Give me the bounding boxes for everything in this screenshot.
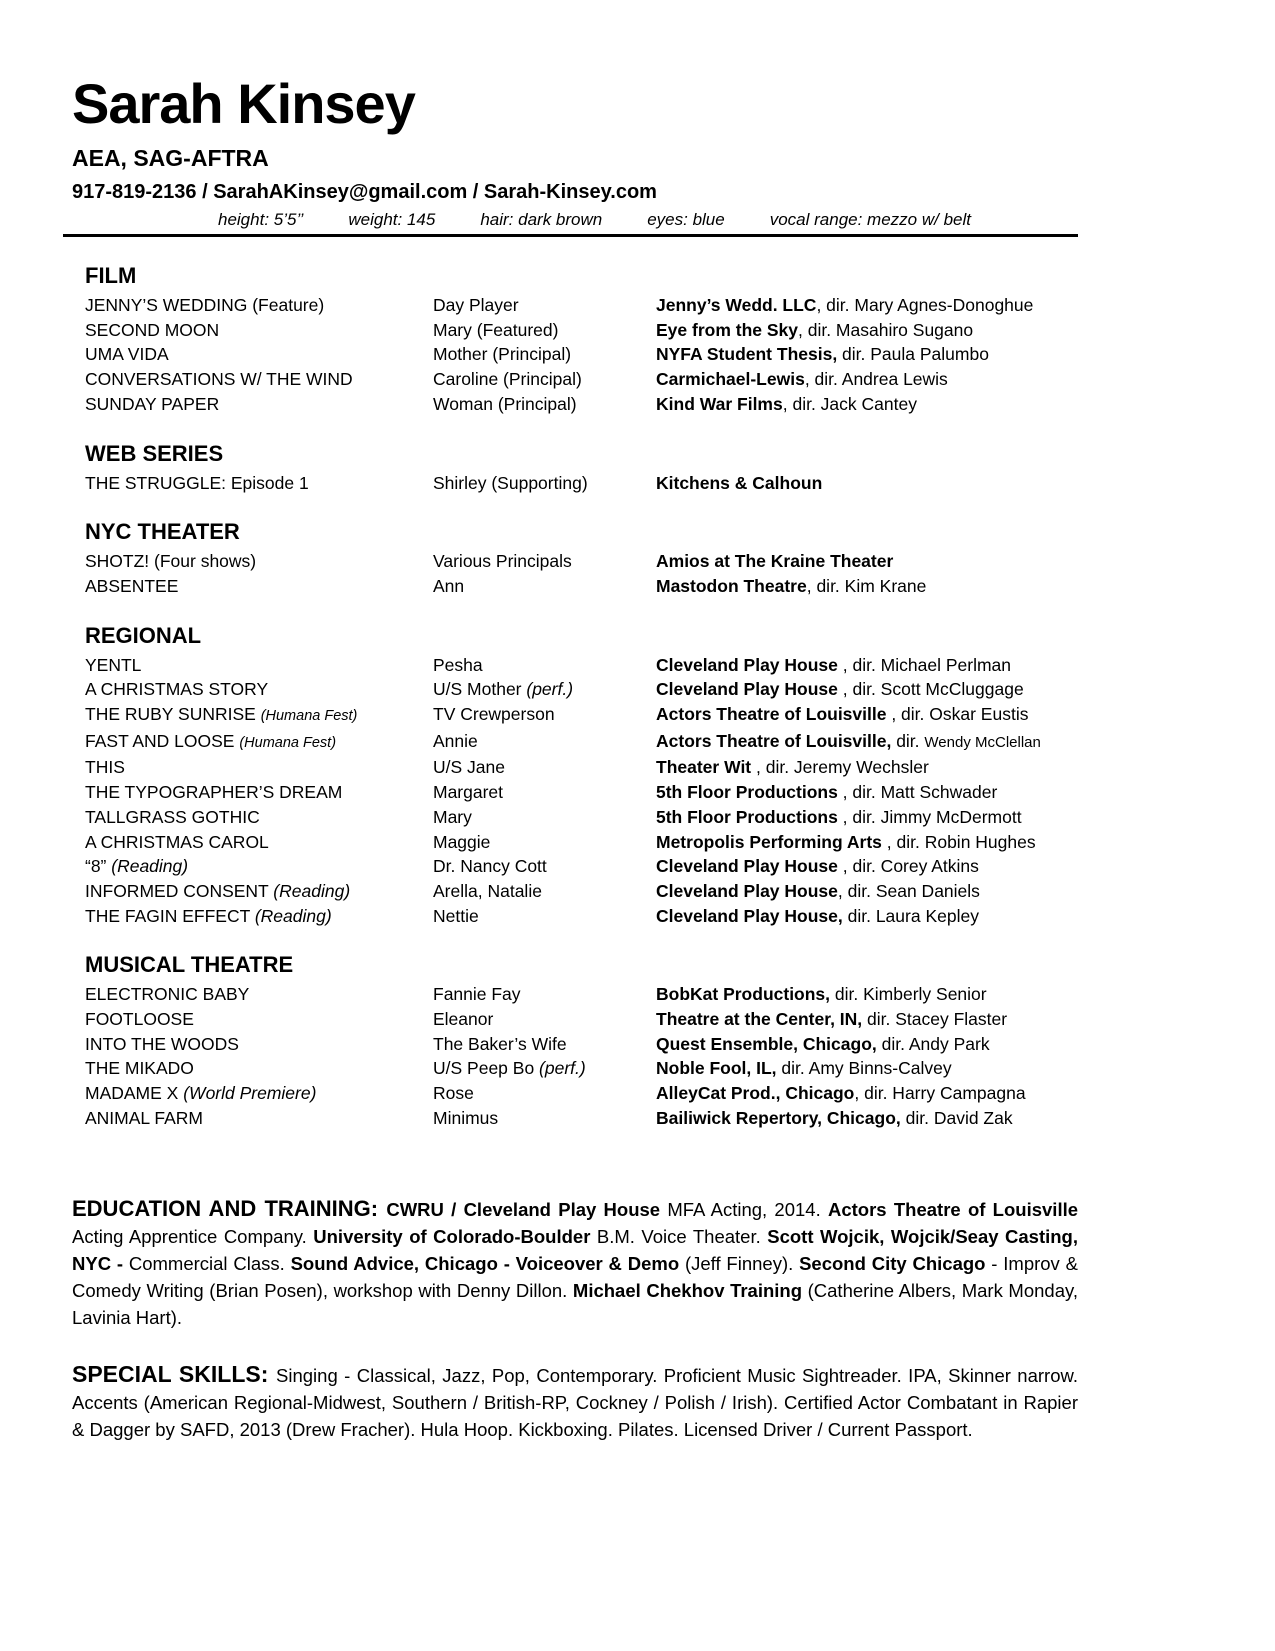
credit-role: Day Player (433, 295, 519, 315)
section-regional (85, 623, 1275, 929)
credit-company: AlleyCat Prod., Chicago, dir. Harry Campagna (656, 1083, 1026, 1104)
credit-company: Cleveland Play House , dir. Scott McCluggage (656, 679, 1024, 700)
credit-role: Dr. Nancy Cott (433, 856, 547, 877)
credit-row (85, 1007, 1275, 1032)
credit-row (85, 982, 1275, 1007)
credit-role: Annie (433, 730, 478, 751)
credit-row (85, 1032, 1275, 1057)
credit-title: INTO THE WOODS (85, 1033, 239, 1054)
credit-row (85, 854, 1275, 879)
section-title: NYC THEATER (85, 519, 240, 545)
credit-row (85, 780, 1275, 805)
credit-company: Cleveland Play House , dir. Michael Perlman (656, 654, 1012, 675)
credit-row (85, 702, 1275, 729)
credit-company: Carmichael-Lewis, dir. Andrea Lewis (656, 369, 948, 390)
credit-role: Nettie (433, 905, 479, 926)
credit-row (85, 1106, 1275, 1131)
credit-row (85, 392, 1275, 417)
section-web-series (85, 441, 1275, 496)
credit-company: Actors Theatre of Louisville , dir. Oskar Eustis (656, 704, 1029, 725)
credit-title: ANIMAL FARM (85, 1107, 203, 1128)
section-nyc-theater (85, 519, 1275, 598)
credit-role: Shirley (Supporting) (433, 472, 588, 493)
credit-company: Cleveland Play House, dir. Sean Daniels (656, 880, 980, 901)
credit-role: Arella, Natalie (433, 880, 542, 901)
credit-role: Mother (Principal) (433, 344, 572, 365)
credit-role: Fannie Fay (433, 984, 521, 1005)
page-title: Sarah Kinsey (72, 72, 415, 135)
education-paragraph: EDUCATION AND TRAINING: CWRU / Cleveland Play House MFA Acting, 2014. Actors Theatre of Louisville Acting Apprentice Company. University of Colorado-Boulder B.M. Voice Theater. Scott Wojcik, Wojcik/Seay Casting, NYC - Commercial Class. Sound Advice, Chicago - Voiceover & Demo (Jeff Finney). Second City Chicago - Improv & Comedy Writing (Brian Posen), workshop with Denny Dillon. Michael Chekhov Training (Catherine Albers, Mark Monday, Lavinia Hart). (72, 1195, 1079, 1328)
credit-role: Woman (Principal) (433, 393, 577, 414)
credit-company: Metropolis Performing Arts , dir. Robin Hughes (656, 831, 1036, 852)
credit-role: Mary (433, 806, 472, 827)
education-label: EDUCATION AND TRAINING: (72, 1195, 387, 1221)
section-title: MUSICAL THEATRE (85, 952, 294, 978)
credit-title: FOOTLOOSE (85, 1009, 194, 1030)
credit-role: The Baker’s Wife (433, 1033, 567, 1054)
credit-row (85, 653, 1275, 678)
credit-title: CONVERSATIONS W/ THE WIND (85, 369, 353, 390)
credit-role: U/S Mother (perf.) (433, 679, 574, 700)
credits (85, 263, 1275, 1131)
credit-row (85, 729, 1275, 756)
credit-title: SHOTZ! (Four shows) (85, 551, 257, 572)
credit-company: Cleveland Play House , dir. Corey Atkins (656, 856, 979, 877)
credit-title: ABSENTEE (85, 575, 179, 596)
credit-title: JENNY’S WEDDING (Feature) (85, 295, 325, 315)
credit-role: Minimus (433, 1107, 499, 1128)
credit-company: Amios at The Kraine Theater (656, 551, 894, 572)
credit-company: Theater Wit , dir. Jeremy Wechsler (656, 757, 929, 778)
credit-title: THE RUBY SUNRISE (Humana Fest) (85, 704, 358, 725)
credit-company: Kitchens & Calhoun (656, 472, 823, 493)
credit-company: BobKat Productions, dir. Kimberly Senior (656, 984, 987, 1005)
credit-role: U/S Peep Bo (perf.) (433, 1058, 586, 1079)
credit-title: FAST AND LOOSE (Humana Fest) (85, 730, 337, 751)
credit-title: YENTL (85, 654, 142, 675)
credit-row (85, 879, 1275, 904)
credit-title: UMA VIDA (85, 344, 169, 365)
credit-role: TV Crewperson (433, 704, 555, 725)
special-skills-paragraph: SPECIAL SKILLS: Singing - Classical, Jazz, Pop, Contemporary. Proficient Music Sightreader. IPA, Skinner narrow. Accents (American Regional-Midwest, Southern / British-RP, Cockney / Polish / Irish). Certified Actor Combatant in Rapier & Dagger by SAFD, 2013 (Drew Fracher). Hula Hoop. Kickboxing. Pilates. Licensed Driver / Current Passport. (72, 1360, 1078, 1440)
credit-row (85, 367, 1275, 392)
section-title: REGIONAL (85, 622, 202, 648)
credit-company: Cleveland Play House, dir. Laura Kepley (656, 905, 979, 926)
credit-role: Eleanor (433, 1009, 494, 1030)
stat-hair: hair: dark brown (480, 210, 603, 229)
credit-role: Pesha (433, 654, 483, 675)
credit-company: Bailiwick Repertory, Chicago, dir. David Zak (656, 1107, 1013, 1128)
credit-company: Jenny’s Wedd. LLC, dir. Mary Agnes-Donoghue (656, 295, 1034, 315)
credit-title: TALLGRASS GOTHIC (85, 806, 260, 827)
credit-row (85, 471, 1275, 496)
credit-role: Margaret (433, 782, 504, 803)
union-affiliations: AEA, SAG-AFTRA (72, 145, 269, 171)
credit-role: Rose (433, 1083, 474, 1104)
credit-row (85, 293, 1275, 318)
credit-role: Mary (Featured) (433, 319, 559, 340)
credit-role: Maggie (433, 831, 491, 852)
credit-company: Eye from the Sky, dir. Masahiro Sugano (656, 319, 974, 340)
credit-role: Ann (433, 575, 465, 596)
credit-row (85, 805, 1275, 830)
credit-title: SECOND MOON (85, 319, 220, 340)
credit-role: Various Principals (433, 551, 572, 572)
credit-company: Quest Ensemble, Chicago, dir. Andy Park (656, 1033, 990, 1054)
credit-title: A CHRISTMAS CAROL (85, 831, 269, 852)
special-skills-label: SPECIAL SKILLS: (72, 1360, 277, 1387)
credit-title: SUNDAY PAPER (85, 393, 220, 414)
credit-title: THE STRUGGLE: Episode 1 (85, 472, 309, 493)
section-title: FILM (85, 263, 137, 288)
credit-title: THE TYPOGRAPHER’S DREAM (85, 782, 343, 803)
credit-row (85, 830, 1275, 855)
credit-company: Mastodon Theatre, dir. Kim Krane (656, 575, 927, 596)
credit-row (85, 342, 1275, 367)
credit-row (85, 755, 1275, 780)
credit-title: THIS (85, 757, 125, 778)
section-musical-theatre (85, 952, 1275, 1130)
credit-role: U/S Jane (433, 757, 505, 778)
credit-row (85, 318, 1275, 343)
credit-company: Kind War Films, dir. Jack Cantey (656, 393, 917, 414)
credit-title: “8” (Reading) (85, 856, 189, 877)
stat-eyes: eyes: blue (647, 210, 725, 229)
credit-company: Actors Theatre of Louisville, dir. Wendy McClellan (656, 730, 1041, 751)
credit-row (85, 1081, 1275, 1106)
credit-row (85, 549, 1275, 574)
credit-company: Theatre at the Center, IN, dir. Stacey Flaster (656, 1009, 1008, 1030)
stat-vocal-range: vocal range: mezzo w/ belt (769, 210, 971, 229)
credit-company: NYFA Student Thesis, dir. Paula Palumbo (656, 344, 989, 365)
credit-row (85, 904, 1275, 929)
credit-row (85, 1056, 1275, 1081)
stats-line (72, 210, 1275, 230)
credit-title: THE FAGIN EFFECT (Reading) (85, 905, 332, 926)
stat-weight: weight: 145 (348, 210, 436, 229)
credit-title: THE MIKADO (85, 1058, 194, 1079)
section-title: WEB SERIES (85, 440, 224, 466)
credit-row (85, 677, 1275, 702)
credit-company: 5th Floor Productions , dir. Jimmy McDermott (656, 806, 1022, 827)
stat-height: height: 5’5’’ (218, 210, 304, 229)
credit-company: 5th Floor Productions , dir. Matt Schwader (656, 782, 998, 803)
section-film (85, 263, 1275, 417)
credit-company: Noble Fool, IL, dir. Amy Binns-Calvey (656, 1058, 952, 1079)
credit-row (85, 574, 1275, 599)
header-divider (63, 234, 1078, 237)
credit-title: MADAME X (World Premiere) (85, 1083, 317, 1104)
credit-title: ELECTRONIC BABY (85, 984, 250, 1005)
contact-line: 917-819-2136 / SarahAKinsey@gmail.com / Sarah-Kinsey.com (72, 181, 657, 203)
credit-title: A CHRISTMAS STORY (85, 679, 269, 700)
credit-title: INFORMED CONSENT (Reading) (85, 880, 351, 901)
credit-role: Caroline (Principal) (433, 369, 582, 390)
